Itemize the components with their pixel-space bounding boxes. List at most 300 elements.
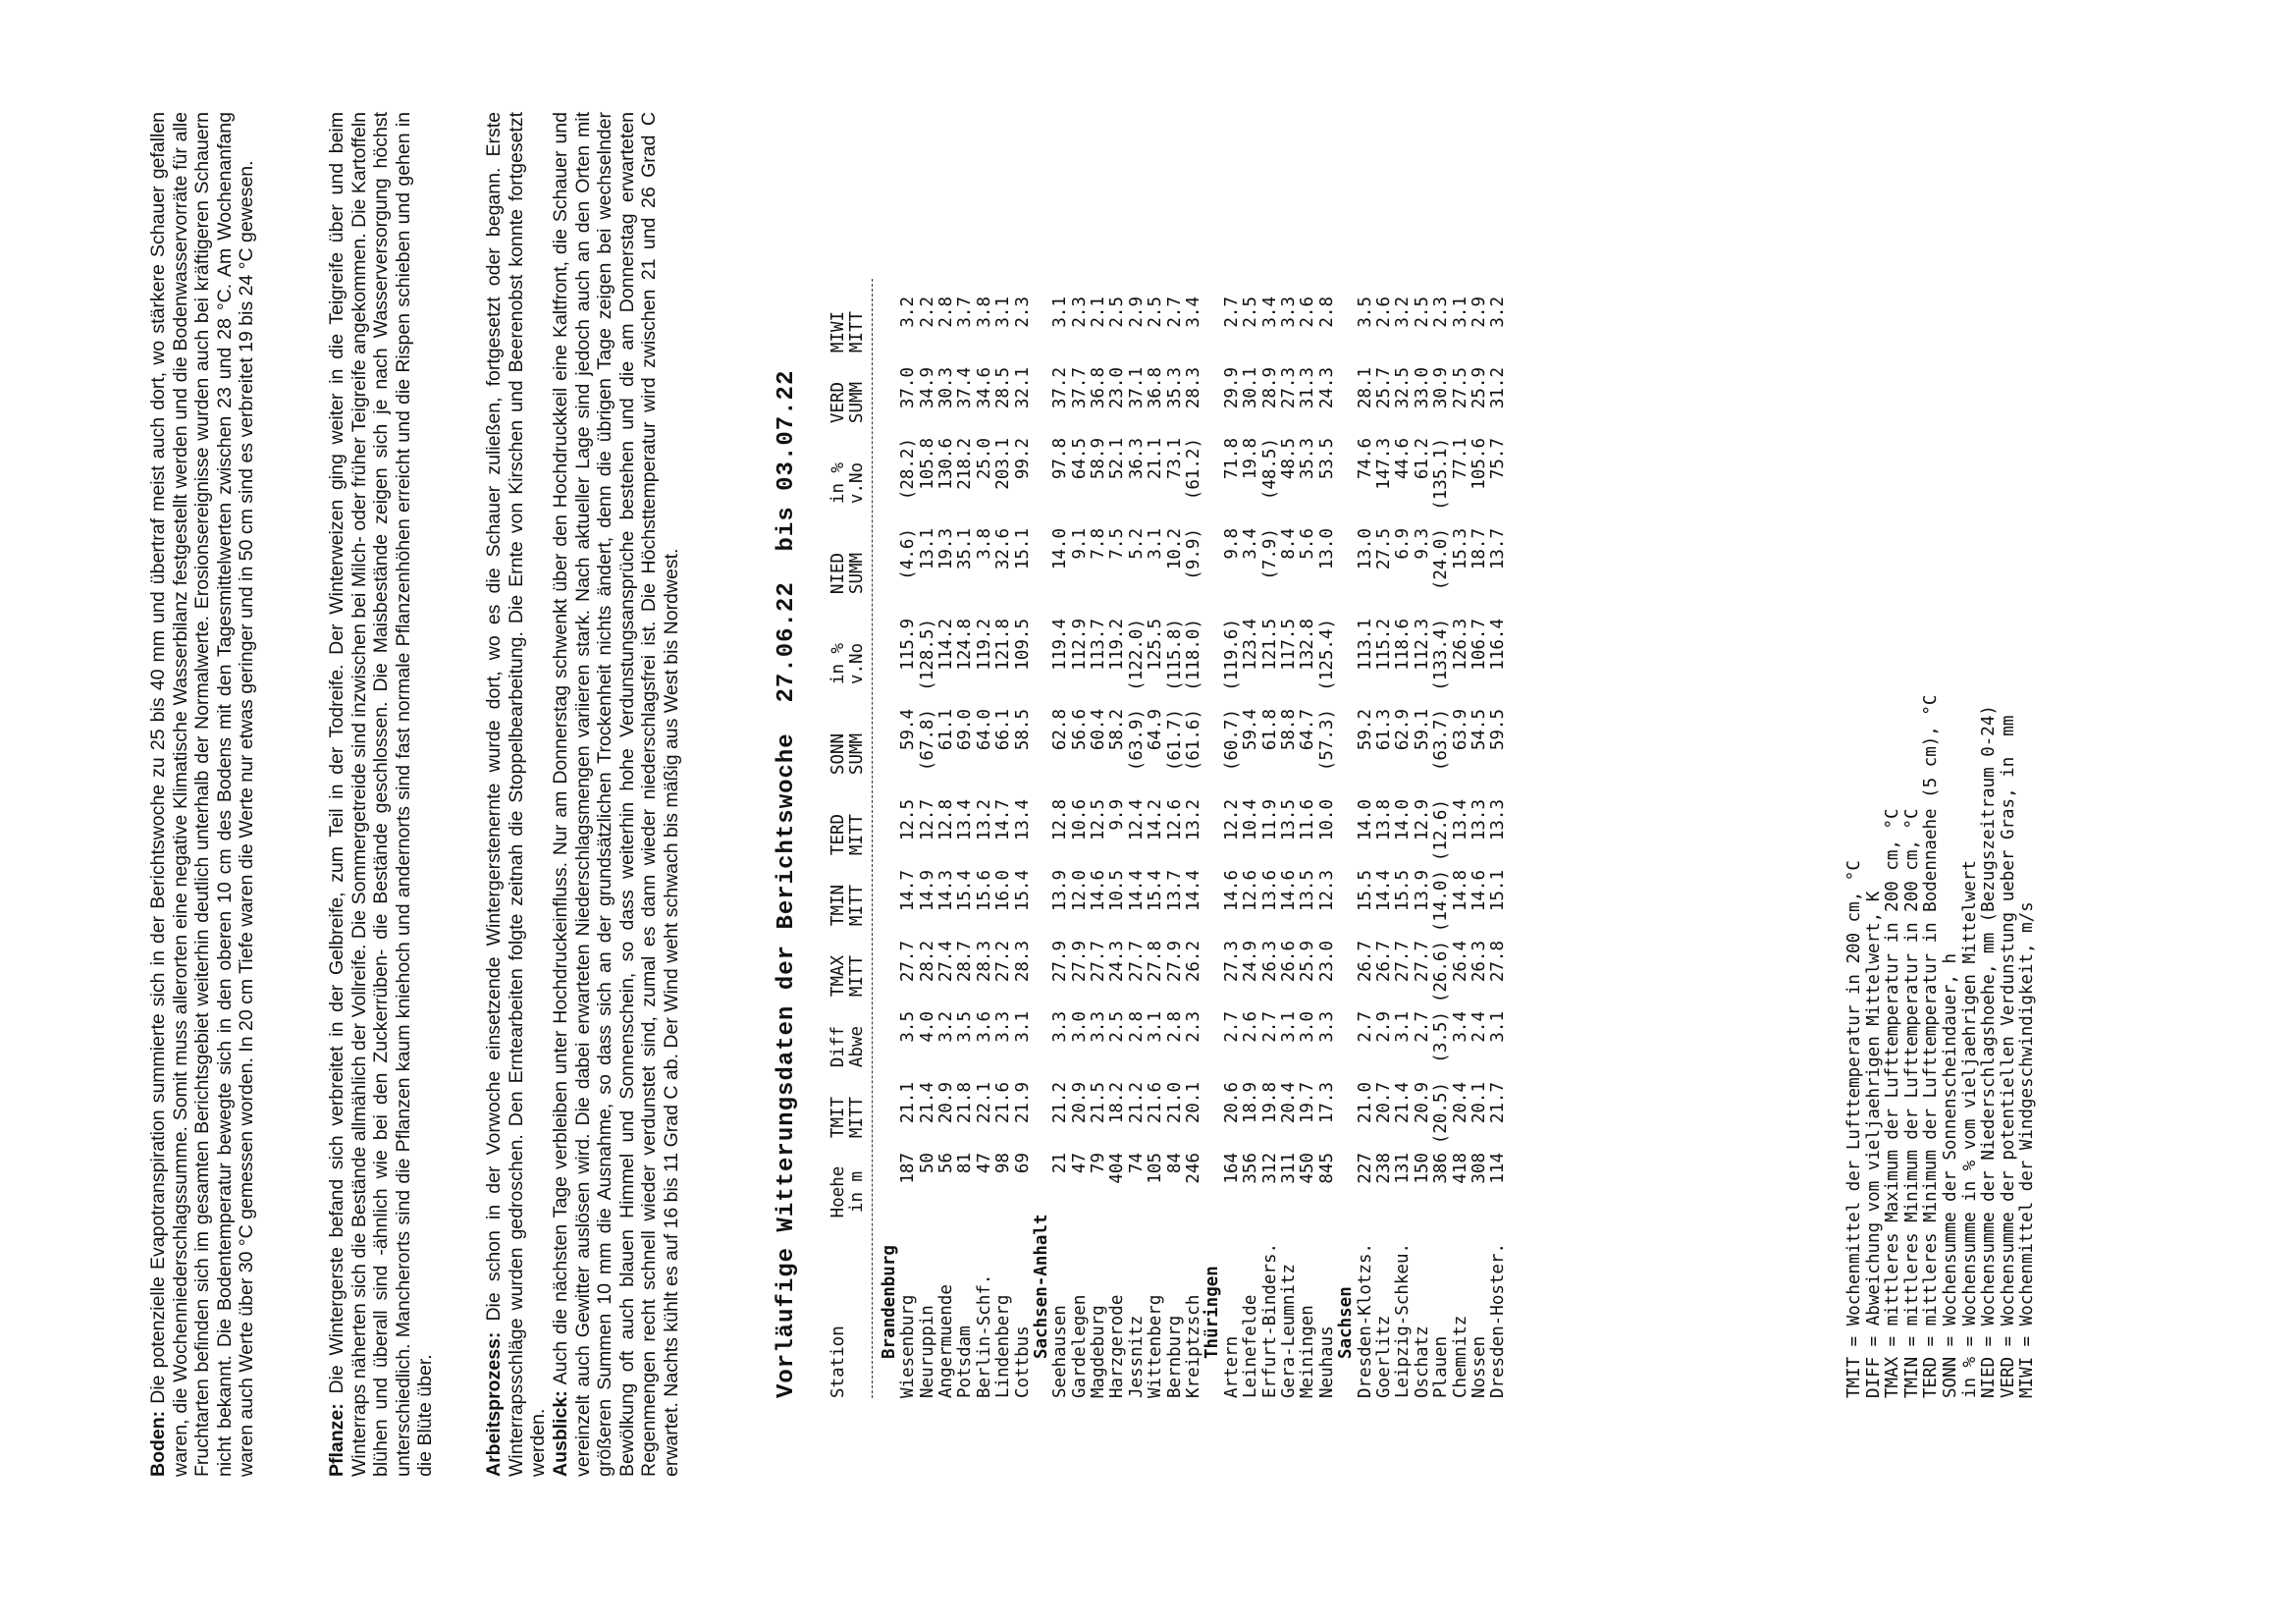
table-cell: 47 (974, 1153, 994, 1174)
table-cell: 26.6 (1278, 941, 1299, 983)
table-cell: 12.5 (898, 799, 919, 841)
table-cell: 105.8 (917, 438, 937, 490)
station-cell: Berlin-Schf. (974, 1273, 994, 1398)
table-cell: 28.5 (993, 367, 1014, 409)
table-cell: 3.6 (974, 1011, 994, 1043)
table-cell: 3.2 (1488, 297, 1509, 328)
table-cell: 37.7 (1069, 367, 1090, 409)
table-cell: 59.5 (1488, 709, 1509, 751)
table-cell: 27.5 (1373, 528, 1394, 570)
station-cell: Chemnitz (1450, 1315, 1470, 1398)
table-cell: 13.6 (1259, 870, 1280, 912)
table-title: Vorläufige Witterungsdaten der Berichtswoche 27.06.22 bis 03.07.22 (774, 369, 800, 1398)
arbeitsprozess-label: Arbeitsprozess: (483, 1331, 505, 1477)
table-cell: 21.5 (1089, 1082, 1109, 1124)
table-cell: 2.5 (1107, 297, 1128, 328)
table-cell: 238 (1373, 1153, 1394, 1184)
table-cell: 36.8 (1146, 367, 1166, 409)
table-cell: 13.2 (974, 799, 994, 841)
table-body (881, 269, 1509, 1398)
table-cell: 13.0 (1355, 528, 1375, 570)
table-cell: 29.9 (1221, 367, 1242, 409)
table-cell: 34.9 (917, 367, 937, 409)
table-cell: 13.9 (1412, 870, 1432, 912)
table-cell: 34.6 (974, 367, 994, 409)
table-cell: 3.3 (1050, 1011, 1071, 1043)
table-cell: 13.5 (1298, 870, 1318, 912)
table-cell: 3.1 (1146, 528, 1166, 560)
table-cell: 2.5 (1107, 1011, 1128, 1043)
table-cell: 308 (1468, 1153, 1489, 1184)
table-cell: 21.4 (917, 1082, 937, 1124)
table-cell: 15.6 (974, 870, 994, 912)
boden-text: Die potenzielle Evapotranspiration summierte sich in der Berichtswoche zu 25 bis 40 mm und übertraf meist auch dort, wo stärkere Schauer gefallen waren, die Wochenniederschlagssumme. Somit muss allerorten eine negative Klimatische Wasserbilanz festgestellt werden und die Bodenwasservorräte für alle Fruchtarten befinden sich im gesamten Berichtsgebiet weiterhin deutlich unterhalb der Normalwerte. Erosionsereignisse wurden auch bei kräftigeren Schauern nicht bekannt. Die Bodentemperatur bewegte sich in den oberen 10 cm des Bodens mit den Tagesmittelwerten zwischen 23 und 28 °C. Am Wochenanfang waren auch Werte über 30 °C gemessen worden. In 20 cm Tiefe waren die Werte nur etwas geringer und in 50 cm sind es verbreitet 19 bis 24 °C gewesen. (147, 112, 258, 1477)
table-cell: 121.5 (1259, 619, 1280, 671)
table-cell: 3.0 (1298, 1011, 1318, 1043)
station-cell: Dresden-Klotzs. (1355, 1242, 1375, 1398)
table-cell: 105 (1146, 1153, 1166, 1184)
table-cell: 2.3 (1069, 297, 1090, 328)
station-cell: Station (828, 1326, 848, 1398)
table-cell: 69.0 (955, 709, 976, 751)
table-cell: 3.2 (1393, 297, 1414, 328)
table-cell: 106.7 (1468, 619, 1489, 671)
table-cell: 32.6 (993, 528, 1014, 570)
table-cell: 227 (1355, 1153, 1375, 1184)
table-cell: 13.8 (1373, 799, 1394, 841)
table-row (1090, 269, 1108, 1398)
table-cell: 15.3 (1450, 528, 1470, 570)
table-cell: v.No (847, 461, 868, 505)
table-cell: 58.9 (1089, 438, 1109, 480)
table-row (1166, 269, 1185, 1398)
table-cell: SONN (828, 732, 848, 776)
table-cell: 2.8 (1316, 297, 1337, 328)
station-cell: Magdeburg (1089, 1305, 1109, 1398)
region-heading: Sachsen (1336, 1286, 1357, 1359)
table-cell: 20.7 (1373, 1082, 1394, 1124)
table-cell: 17.3 (1316, 1082, 1337, 1124)
table-cell: 21.6 (1146, 1082, 1166, 1124)
table-cell: 12.4 (1126, 799, 1147, 841)
table-cell: 2.7 (1221, 1011, 1242, 1043)
table-cell: 61.2 (1412, 438, 1432, 480)
table-cell: 28.3 (1184, 367, 1204, 409)
station-cell: Wiesenburg (898, 1294, 919, 1398)
table-cell: 54.5 (1468, 709, 1489, 751)
table-row (1299, 269, 1317, 1398)
table-cell: 15.4 (1012, 870, 1033, 912)
table-row (1452, 269, 1470, 1398)
station-cell: Jessnitz (1126, 1315, 1147, 1398)
region-heading: Thüringen (1202, 1266, 1223, 1359)
table-cell: MITT (847, 310, 868, 353)
table-cell: 2.8 (1164, 1011, 1185, 1043)
legend-item: TMIN = mittleres Minimum der Lufttemperatur in 200 cm, °C (1901, 808, 1922, 1398)
table-cell: 2.7 (1221, 297, 1242, 328)
table-cell: MITT (847, 954, 868, 998)
table-cell: 13.7 (1488, 528, 1509, 570)
table-cell: 21.2 (1126, 1082, 1147, 1124)
table-cell: 2.9 (1468, 297, 1489, 328)
table-cell: v.No (847, 642, 868, 685)
table-cell: 31.2 (1488, 367, 1509, 409)
table-cell: 14.2 (1146, 799, 1166, 841)
table-cell: 14.4 (1184, 870, 1204, 912)
table-cell: 27.7 (898, 941, 919, 983)
table-row (1242, 269, 1260, 1398)
table-cell: 20.4 (1450, 1082, 1470, 1124)
table-cell: 12.9 (1412, 799, 1432, 841)
table-cell: 27.4 (935, 941, 956, 983)
table-cell: 61.3 (1373, 709, 1394, 751)
table-cell: 3.1 (1050, 297, 1071, 328)
legend-item: TMAX = mittleres Maximum der Lufttemperatur in 200 cm, °C (1883, 808, 1903, 1398)
table-cell: 64.5 (1069, 438, 1090, 480)
table-cell: TMIT (828, 1096, 848, 1139)
station-cell: Harzgerode (1107, 1294, 1128, 1398)
table-cell: 61.1 (935, 709, 956, 751)
table-cell: 13.1 (917, 528, 937, 570)
table-cell: 2.3 (1012, 297, 1033, 328)
table-cell: 164 (1221, 1153, 1242, 1184)
table-cell: 33.0 (1412, 367, 1432, 409)
table-cell: 845 (1316, 1153, 1337, 1184)
table-cell: 3.1 (1012, 1011, 1033, 1043)
table-cell: 130.6 (935, 438, 956, 490)
table-row (1357, 269, 1375, 1398)
table-cell: in m (847, 1170, 868, 1214)
table-cell: 69 (1012, 1153, 1033, 1174)
table-cell: 27.8 (1488, 941, 1509, 983)
table-cell: 26.7 (1373, 941, 1394, 983)
table-cell: 2.3 (1431, 297, 1452, 328)
table-cell: 9.9 (1107, 799, 1128, 831)
table-cell: 36.3 (1126, 438, 1147, 480)
table-cell: 18.7 (1468, 528, 1489, 570)
table-cell: 21.6 (993, 1082, 1014, 1124)
table-cell: 18.9 (1241, 1082, 1261, 1124)
table-cell: (12.6) (1431, 799, 1452, 862)
table-cell: 22.1 (974, 1082, 994, 1124)
table-cell: 30.9 (1431, 367, 1452, 409)
table-cell: 13.4 (1450, 799, 1470, 841)
paragraph-boden (147, 112, 258, 1477)
table-cell: SUMM (847, 381, 868, 424)
table-cell: 3.4 (1241, 528, 1261, 560)
table-cell: 27.7 (1412, 941, 1432, 983)
pflanze-label: Pflanze: (326, 1403, 347, 1477)
table-cell: 25.9 (1298, 941, 1318, 983)
table-cell: 15.4 (955, 870, 976, 912)
table-cell: Abwe (847, 1025, 868, 1068)
table-cell: 2.4 (1468, 1011, 1489, 1043)
table-cell: 27.9 (1050, 941, 1071, 983)
table-cell: 2.7 (1164, 297, 1185, 328)
table-divider (872, 279, 873, 1398)
table-cell: 56 (935, 1153, 956, 1174)
table-cell: 113.7 (1089, 619, 1109, 671)
table-cell: 97.8 (1050, 438, 1071, 480)
table-cell: 59.4 (1241, 709, 1261, 751)
table-cell: (26.6) (1431, 941, 1452, 1003)
table-cell: 24.9 (1241, 941, 1261, 983)
table-cell: 19.3 (935, 528, 956, 570)
table-cell: 27.3 (1278, 367, 1299, 409)
table-cell: 12.3 (1316, 870, 1337, 912)
table-cell: 14.4 (1126, 870, 1147, 912)
table-cell: 27.7 (1393, 941, 1414, 983)
table-cell: 123.4 (1241, 619, 1261, 671)
table-cell: 23.0 (1107, 367, 1128, 409)
table-cell: 124.8 (955, 619, 976, 671)
table-cell: 58.5 (1012, 709, 1033, 751)
station-cell: Meiningen (1298, 1305, 1318, 1398)
table-cell: 12.8 (1050, 799, 1071, 841)
table-cell: 26.2 (1184, 941, 1204, 983)
table-cell: 15.4 (1146, 870, 1166, 912)
boden-label: Boden: (147, 1410, 169, 1477)
table-row (1394, 269, 1413, 1398)
table-cell: 12.0 (1069, 870, 1090, 912)
table-cell: 119.2 (1107, 619, 1128, 671)
arbeitsprozess-text: Die schon in der Vorwoche einsetzende Wintergerstenernte wurde dort, wo es die Schauer zuließen, fortgesetzt oder begann. Erste Winterrapsschläge wurden gedroschen. Den Erntearbeiten folgte zeitnah die Stoppelbearbeitung. Die Ernte von Kirschen und Beerenobst konnte fortgesetzt werden. (483, 112, 550, 1477)
table-cell: 3.3 (1089, 1011, 1109, 1043)
table-cell: 21.8 (955, 1082, 976, 1124)
table-cell: 3.2 (898, 297, 919, 328)
table-cell: 3.1 (1488, 1011, 1509, 1043)
table-cell: 26.3 (1468, 941, 1489, 983)
region-heading: Brandenburg (879, 1245, 899, 1359)
table-cell: 3.3 (1278, 297, 1299, 328)
legend-item: VERD = Wochensumme der potentiellen Verdunstung ueber Gras, in mm (1998, 715, 2018, 1398)
table-cell: 10.2 (1164, 528, 1185, 570)
table-cell: 3.3 (993, 1011, 1014, 1043)
station-cell: Potsdam (955, 1326, 976, 1398)
table-row (899, 269, 918, 1398)
station-cell: Oschatz (1412, 1326, 1432, 1398)
table-cell: 26.4 (1450, 941, 1470, 983)
table-cell: 84 (1164, 1153, 1185, 1174)
table-cell: 32.5 (1393, 367, 1414, 409)
table-cell: 35.3 (1164, 367, 1185, 409)
table-cell: 37.1 (1126, 367, 1147, 409)
table-cell: 13.7 (1164, 870, 1185, 912)
table-cell: 37.0 (898, 367, 919, 409)
table-header-row-1 (829, 269, 848, 1398)
table-cell: 21.0 (1355, 1082, 1375, 1124)
table-cell: 9.8 (1221, 528, 1242, 560)
table-cell: 12.8 (935, 799, 956, 841)
table-cell: 27.7 (1126, 941, 1147, 983)
table-cell: (67.8) (917, 709, 937, 772)
table-cell: (24.0) (1431, 528, 1452, 591)
table-row (1147, 269, 1165, 1398)
table-cell: 64.7 (1298, 709, 1318, 751)
table-cell: 27.9 (1164, 941, 1185, 983)
station-cell: Kreiptzsch (1184, 1294, 1204, 1398)
table-row (1261, 269, 1280, 1398)
table-cell: 10.0 (1316, 799, 1337, 841)
table-cell: 2.8 (1126, 1011, 1147, 1043)
table-cell: 14.0 (1050, 528, 1071, 570)
table-cell: 73.1 (1164, 438, 1185, 480)
table-cell: 3.4 (1450, 1011, 1470, 1043)
table-cell: 187 (898, 1153, 919, 1184)
table-cell: 131 (1393, 1153, 1414, 1184)
table-cell: 150 (1412, 1153, 1432, 1184)
station-cell: Bernburg (1164, 1315, 1185, 1398)
table-cell: MIWI (828, 310, 848, 353)
table-cell: 119.2 (974, 619, 994, 671)
table-cell: 418 (1450, 1153, 1470, 1184)
table-cell: 2.6 (1241, 1011, 1261, 1043)
station-cell: Erfurt-Binders. (1259, 1242, 1280, 1398)
table-cell: 30.3 (935, 367, 956, 409)
table-cell: 16.0 (993, 870, 1014, 912)
table-cell: 21.0 (1164, 1082, 1185, 1124)
table-cell: 66.1 (993, 709, 1014, 751)
table-cell: 28.2 (917, 941, 937, 983)
table-cell: 2.5 (1241, 297, 1261, 328)
table-cell: 13.3 (1468, 799, 1489, 841)
table-cell: 59.1 (1412, 709, 1432, 751)
table-cell: 25.7 (1373, 367, 1394, 409)
table-cell: 13.9 (1050, 870, 1071, 912)
table-cell: 126.3 (1450, 619, 1470, 671)
region-heading: Sachsen-Anhalt (1031, 1214, 1051, 1359)
table-row (1128, 269, 1147, 1398)
table-cell: 19.7 (1298, 1082, 1318, 1124)
table-cell: 27.7 (1089, 941, 1109, 983)
table-cell: in % (828, 642, 848, 685)
table-cell: (135.1) (1431, 438, 1452, 511)
table-cell: 64.9 (1146, 709, 1166, 751)
table-cell: 4.0 (917, 1011, 937, 1043)
table-cell: 81 (955, 1153, 976, 1174)
table-cell: 3.5 (955, 1011, 976, 1043)
table-cell: TMAX (828, 954, 848, 998)
paragraph-ausblick (550, 112, 683, 1477)
table-cell: 64.0 (974, 709, 994, 751)
table-row (1318, 269, 1337, 1398)
table-cell: 14.9 (917, 870, 937, 912)
table-cell: Diff (828, 1025, 848, 1068)
table-cell: (60.7) (1221, 709, 1242, 772)
table-cell: 3.0 (1069, 1011, 1090, 1043)
station-cell: Leipzig-Schkeu. (1393, 1242, 1414, 1398)
table-cell: 56.6 (1069, 709, 1090, 751)
table-cell: 14.6 (1278, 870, 1299, 912)
table-cell: 2.5 (1146, 297, 1166, 328)
table-cell: 14.6 (1089, 870, 1109, 912)
table-cell: 28.3 (974, 941, 994, 983)
table-cell: 2.7 (1412, 1011, 1432, 1043)
table-cell: 11.6 (1298, 799, 1318, 841)
legend-item: TERD = mittleres Minimum der Lufttemperatur in Bodennaehe (5 cm), °C (1921, 694, 1942, 1398)
table-cell: 3.3 (1316, 1011, 1337, 1043)
table-cell: 20.9 (1412, 1082, 1432, 1124)
table-cell: 21.1 (898, 1082, 919, 1124)
station-cell: Neuhaus (1316, 1326, 1337, 1398)
table-cell: 13.3 (1488, 799, 1509, 841)
table-cell: 21 (1050, 1153, 1071, 1174)
table-cell: (7.9) (1259, 528, 1280, 580)
station-cell: Lindenberg (993, 1294, 1014, 1398)
table-cell: (20.5) (1431, 1082, 1452, 1145)
table-cell: 112.9 (1069, 619, 1090, 671)
table-cell: 14.3 (935, 870, 956, 912)
table-cell: 15.1 (1488, 870, 1509, 912)
table-cell: TMIN (828, 884, 848, 927)
legend-item: SONN = Wochensumme der Sonnenscheindauer, h (1940, 952, 1960, 1398)
table-cell: 15.5 (1393, 870, 1414, 912)
table-cell: 14.0 (1393, 799, 1414, 841)
table-cell: 10.4 (1241, 799, 1261, 841)
table-cell: (4.6) (898, 528, 919, 580)
table-cell: 5.2 (1126, 528, 1147, 560)
table-cell: (61.2) (1184, 438, 1204, 501)
table-cell: 79 (1089, 1153, 1109, 1174)
table-cell: 3.1 (1146, 1011, 1166, 1043)
table-cell: 15.5 (1355, 870, 1375, 912)
table-cell: (125.4) (1316, 619, 1337, 691)
table-cell: 12.6 (1241, 870, 1261, 912)
table-cell: 25.0 (974, 438, 994, 480)
table-cell: 121.8 (993, 619, 1014, 671)
table-cell: 2.7 (1355, 1011, 1375, 1043)
table-cell: 2.6 (1298, 297, 1318, 328)
table-cell: 27.8 (1146, 941, 1166, 983)
table-cell: 3.7 (955, 297, 976, 328)
table-cell: 6.9 (1393, 528, 1414, 560)
table-cell: 14.8 (1450, 870, 1470, 912)
station-cell: Gardelegen (1069, 1294, 1090, 1398)
table-cell: 61.8 (1259, 709, 1280, 751)
table-cell: 19.8 (1241, 438, 1261, 480)
table-cell: 132.8 (1298, 619, 1318, 671)
table-cell: (9.9) (1184, 528, 1204, 580)
table-cell: 13.5 (1278, 799, 1299, 841)
table-cell: 20.9 (1069, 1082, 1090, 1124)
table-cell: 3.1 (1450, 297, 1470, 328)
table-cell: 11.9 (1259, 799, 1280, 841)
table-cell: 32.1 (1012, 367, 1033, 409)
table-cell: 14.4 (1373, 870, 1394, 912)
weather-table (829, 269, 1509, 1398)
table-cell: 20.6 (1221, 1082, 1242, 1124)
legend-item: in % = Wochensumme in % vom vieljaehrigen Mittelwert (1959, 860, 1980, 1398)
table-cell: (119.6) (1221, 619, 1242, 691)
table-cell: (122.0) (1126, 619, 1147, 691)
table-cell: 31.3 (1298, 367, 1318, 409)
table-cell: 21.4 (1393, 1082, 1414, 1124)
legend-item: MIWI = Wochenmittel der Windgeschwindigkeit, m/s (2017, 901, 2038, 1398)
table-cell: 59.2 (1355, 709, 1375, 751)
table-cell: 30.1 (1241, 367, 1261, 409)
table-cell: 109.5 (1012, 619, 1033, 671)
station-cell: Dresden-Hoster. (1488, 1242, 1509, 1398)
table-cell: 10.5 (1107, 870, 1128, 912)
station-cell: Seehausen (1050, 1305, 1071, 1398)
table-cell: (133.4) (1431, 619, 1452, 691)
table-cell: 203.1 (993, 438, 1014, 490)
table-cell: 74.6 (1355, 438, 1375, 480)
table-cell: 311 (1278, 1153, 1299, 1184)
table-cell: 58.8 (1278, 709, 1299, 751)
table-cell: in % (828, 461, 848, 505)
ausblick-label: Ausblick: (550, 1390, 571, 1477)
